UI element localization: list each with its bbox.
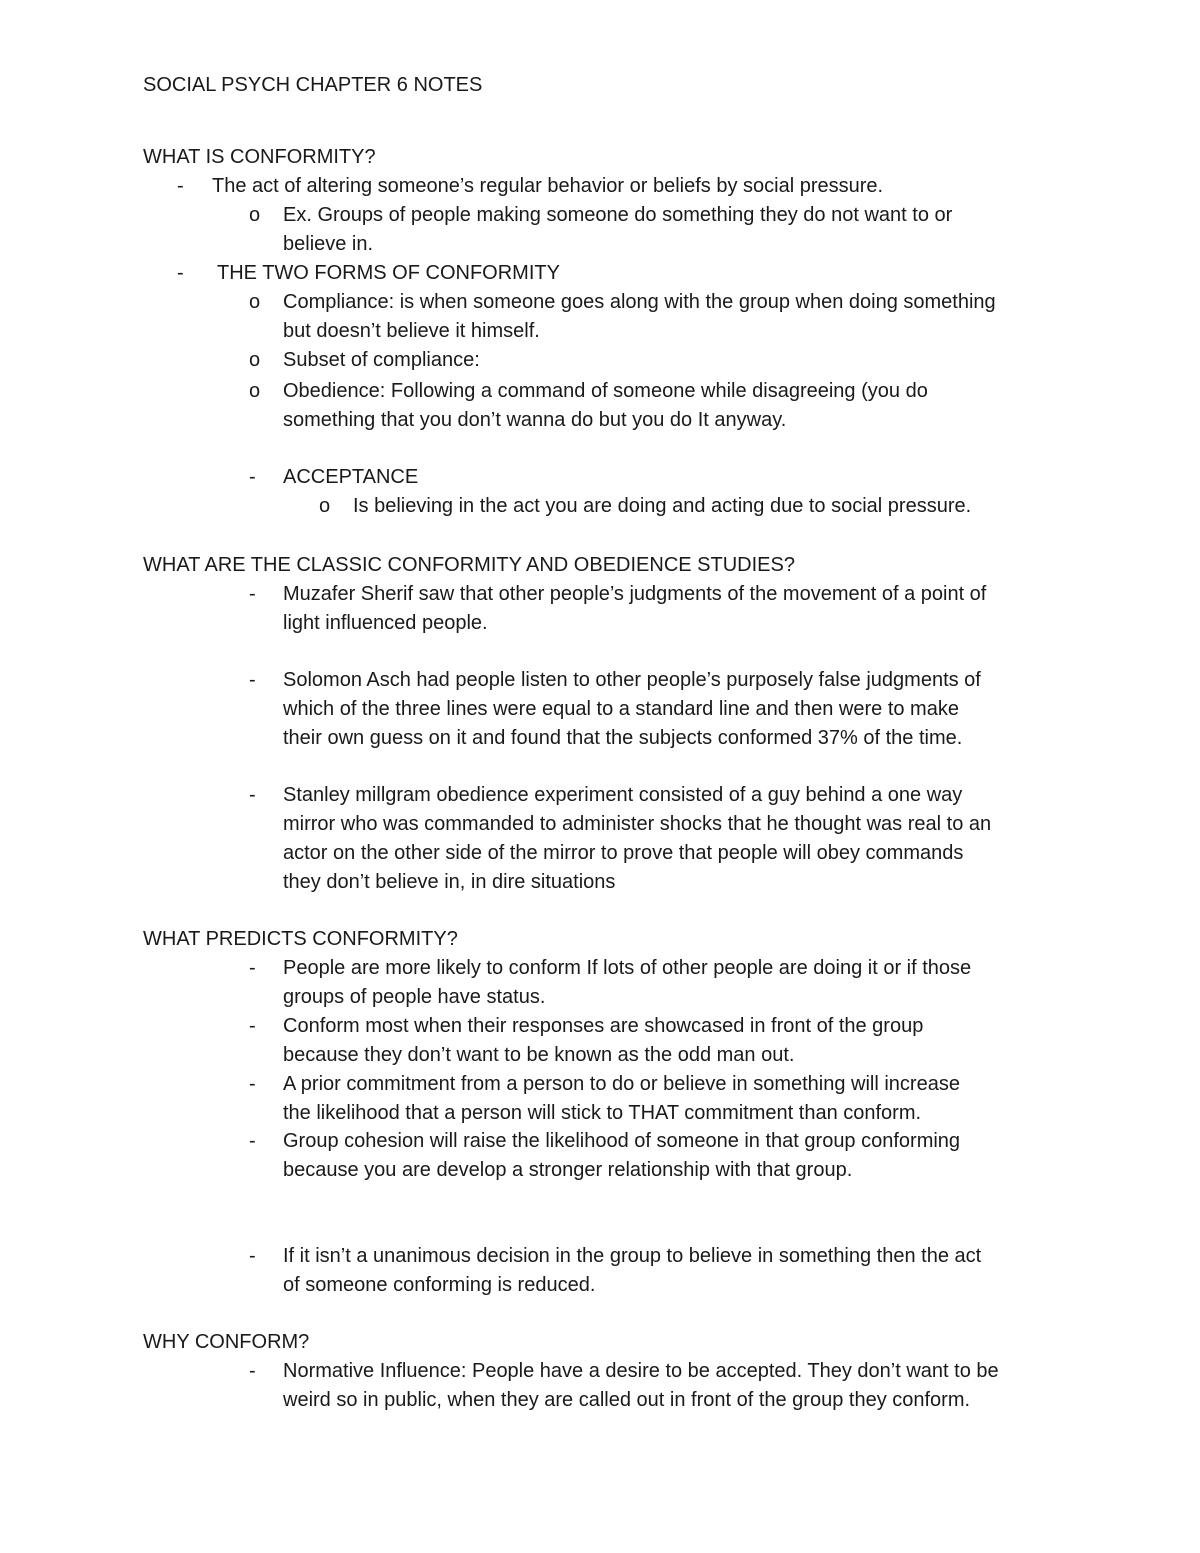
bullet-text: weird so in public, when they are called out in front of the group they conform. <box>283 1389 971 1411</box>
bullet-text: Group cohesion will raise the likelihood of someone in that group conforming <box>283 1130 961 1152</box>
bullet-text: light influenced people. <box>283 612 488 634</box>
dash-bullet: - <box>249 1245 256 1267</box>
dash-bullet: - <box>249 1360 256 1382</box>
bullet-text: mirror who was commanded to administer shocks that he thought was real to an <box>283 813 992 835</box>
bullet-text: they don’t believe in, in dire situations <box>283 871 616 893</box>
bullet-text: Muzafer Sherif saw that other people’s judgments of the movement of a point of <box>283 583 987 605</box>
dash-bullet: - <box>249 583 256 605</box>
sub-bullet-text: Ex. Groups of people making someone do something they do not want to or <box>283 204 953 226</box>
circle-bullet: o <box>319 495 331 517</box>
sub-bullet-text: believe in. <box>283 233 374 255</box>
bullet-text: of someone conforming is reduced. <box>283 1274 596 1296</box>
sub-bullet-text: but doesn’t believe it himself. <box>283 320 540 342</box>
sub-bullet-text: Is believing in the act you are doing and acting due to social pressure. <box>353 495 972 517</box>
bullet-text: actor on the other side of the mirror to prove that people will obey commands <box>283 842 964 864</box>
dash-bullet: - <box>249 1130 256 1152</box>
section-heading-classic-studies: WHAT ARE THE CLASSIC CONFORMITY AND OBEDIENCE STUDIES? <box>143 554 795 576</box>
bullet-text: because they don’t want to be known as the odd man out. <box>283 1044 795 1066</box>
bullet-text: ACCEPTANCE <box>283 466 419 488</box>
dash-bullet: - <box>177 175 184 197</box>
bullet-text: Conform most when their responses are showcased in front of the group <box>283 1015 924 1037</box>
section-heading-what-predicts-conformity: WHAT PREDICTS CONFORMITY? <box>143 928 458 950</box>
circle-bullet: o <box>249 291 261 313</box>
dash-bullet: - <box>249 957 256 979</box>
sub-bullet-text: Compliance: is when someone goes along with the group when doing something <box>283 291 996 313</box>
dash-bullet: - <box>249 669 256 691</box>
bullet-text: If it isn’t a unanimous decision in the group to believe in something then the act <box>283 1245 982 1267</box>
bullet-text: their own guess on it and found that the subjects conformed 37% of the time. <box>283 727 963 749</box>
sub-bullet-text: something that you don’t wanna do but you do It anyway. <box>283 409 787 431</box>
bullet-text: People are more likely to conform If lots of other people are doing it or if those <box>283 957 972 979</box>
bullet-text: groups of people have status. <box>283 986 546 1008</box>
sub-bullet-text: Obedience: Following a command of someone while disagreeing (you do <box>283 380 928 402</box>
dash-bullet: - <box>249 1015 256 1037</box>
section-heading-what-is-conformity: WHAT IS CONFORMITY? <box>143 146 376 168</box>
dash-bullet: - <box>249 784 256 806</box>
bullet-text: the likelihood that a person will stick to THAT commitment than conform. <box>283 1102 922 1124</box>
dash-bullet: - <box>249 1073 256 1095</box>
bullet-text: The act of altering someone’s regular behavior or beliefs by social pressure. <box>212 175 884 197</box>
sub-bullet-text: Subset of compliance: <box>283 349 480 371</box>
dash-bullet: - <box>177 262 184 284</box>
circle-bullet: o <box>249 204 261 226</box>
section-heading-why-conform: WHY CONFORM? <box>143 1331 310 1353</box>
bullet-text: Normative Influence: People have a desire to be accepted. They don’t want to be <box>283 1360 999 1382</box>
bullet-text: which of the three lines were equal to a standard line and then were to make <box>283 698 959 720</box>
dash-bullet: - <box>249 466 256 488</box>
circle-bullet: o <box>249 380 261 402</box>
bullet-text: Stanley millgram obedience experiment consisted of a guy behind a one way <box>283 784 963 806</box>
bullet-text: Solomon Asch had people listen to other people’s purposely false judgments of <box>283 669 981 691</box>
bullet-text: THE TWO FORMS OF CONFORMITY <box>217 262 560 284</box>
bullet-text: because you are develop a stronger relationship with that group. <box>283 1159 853 1181</box>
circle-bullet: o <box>249 349 261 371</box>
bullet-text: A prior commitment from a person to do or believe in something will increase <box>283 1073 960 1095</box>
document-title: SOCIAL PSYCH CHAPTER 6 NOTES <box>143 74 483 96</box>
